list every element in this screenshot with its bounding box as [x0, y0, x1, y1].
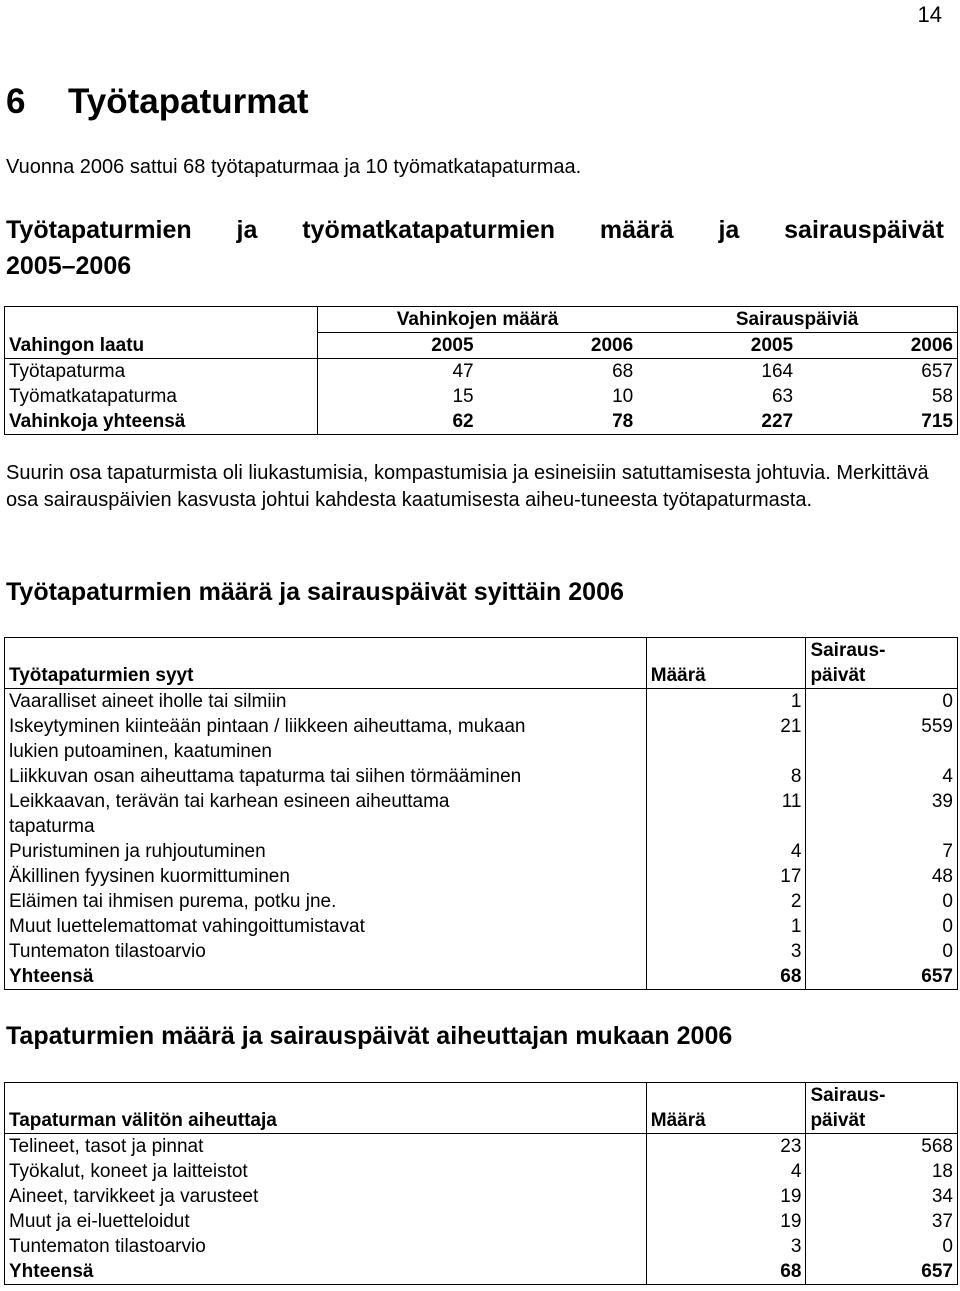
causes-table: [4, 637, 958, 990]
agents-table: [4, 1082, 958, 1285]
title-word: työmatkatapaturmien: [302, 216, 556, 244]
table-row: Liikkuvan osan aiheuttama tapaturma tai siihen törmääminen 8 4: [5, 764, 958, 789]
table-total-row: Vahinkoja yhteensä 62 78 227 715: [5, 409, 958, 435]
header-days: Sairaus- päivät: [806, 638, 958, 689]
header-cause: Työtapaturmien syyt: [9, 665, 194, 686]
page-number: 14: [917, 2, 942, 27]
group-header-sick-days: Sairauspäiviä: [735, 309, 859, 330]
section1-title-line1: [6, 212, 944, 248]
title-word: ja: [236, 216, 258, 244]
section3-title: Tapaturmien määrä ja sairauspäivät aiheuttajan mukaan 2006: [6, 1022, 733, 1050]
header-count: Määrä: [646, 1083, 806, 1134]
year-cell: 2005: [317, 333, 477, 359]
table-total-row: Yhteensä 68 657: [5, 964, 958, 990]
table-row: Työkalut, koneet ja laitteistot 4 18: [5, 1159, 958, 1184]
group-header-claims: Vahinkojen määrä: [317, 307, 637, 333]
table-row: Leikkaavan, terävän tai karhean esineen aiheuttama tapaturma 11 39: [5, 789, 958, 839]
row-header: Vahingon laatu: [9, 335, 145, 356]
header-count: Määrä: [646, 638, 806, 689]
table-header-row: [5, 1083, 958, 1134]
year-cell: 2005: [637, 333, 797, 359]
table-row: Äkillinen fyysinen kuormittuminen 17 48: [5, 864, 958, 889]
title-word: sairauspäivät: [784, 216, 944, 244]
table-header-row: [5, 307, 958, 333]
body-paragraph: Suurin osa tapaturmista oli liukastumisia, kompastumisia ja esineisiin satuttamisesta johtuvia. Merkittävä osa sairauspäivien kasvusta johtui kahdesta kaatumisesta aiheu-tuneesta työtapaturmasta.: [6, 462, 929, 511]
chapter-title: Työtapaturmat: [68, 82, 309, 121]
table-row: Työtapaturma 47 68 164 657: [5, 359, 958, 385]
title-word: ja: [718, 216, 740, 244]
intro-text: Vuonna 2006 sattui 68 työtapaturmaa ja 10 työmatkatapaturmaa.: [6, 156, 582, 178]
table-row: Vaaralliset aineet iholle tai silmiin 1 0: [5, 689, 958, 715]
header-days: Sairaus- päivät: [806, 1083, 958, 1134]
section1-title: [6, 212, 944, 284]
table-row: Aineet, tarvikkeet ja varusteet 19 34: [5, 1184, 958, 1209]
chapter-heading: [6, 82, 309, 122]
table-row: Tuntematon tilastoarvio 3 0: [5, 1234, 958, 1259]
table-row: Tuntematon tilastoarvio 3 0: [5, 939, 958, 964]
section1-title-line2: 2005–2006: [6, 252, 132, 280]
table-row: Eläimen tai ihmisen purema, potku jne. 2 0: [5, 889, 958, 914]
table-row: Muut ja ei-luetteloidut 19 37: [5, 1209, 958, 1234]
year-cell: 2006: [797, 333, 957, 359]
header-agent: Tapaturman välitön aiheuttaja: [9, 1110, 277, 1131]
accident-summary-table: [4, 306, 958, 435]
table-year-row: [5, 333, 958, 359]
table-row: Puristuminen ja ruhjoutuminen 4 7: [5, 839, 958, 864]
chapter-number: 6: [6, 82, 26, 121]
table-row: Muut luettelemattomat vahingoittumistavat 1 0: [5, 914, 958, 939]
table-row: Telineet, tasot ja pinnat 23 568: [5, 1134, 958, 1160]
title-word: määrä: [599, 216, 674, 244]
section2-title: Työtapaturmien määrä ja sairauspäivät syittäin 2006: [6, 578, 624, 606]
title-word: Työtapaturmien: [6, 216, 192, 244]
year-cell: 2006: [478, 333, 638, 359]
table-row: Iskeytyminen kiinteään pintaan / liikkeen aiheuttama, mukaan lukien putoaminen, kaatuminen 21 559: [5, 714, 958, 764]
table-header-row: [5, 638, 958, 689]
table-total-row: Yhteensä 68 657: [5, 1259, 958, 1285]
table-row: Työmatkatapaturma 15 10 63 58: [9, 386, 953, 407]
